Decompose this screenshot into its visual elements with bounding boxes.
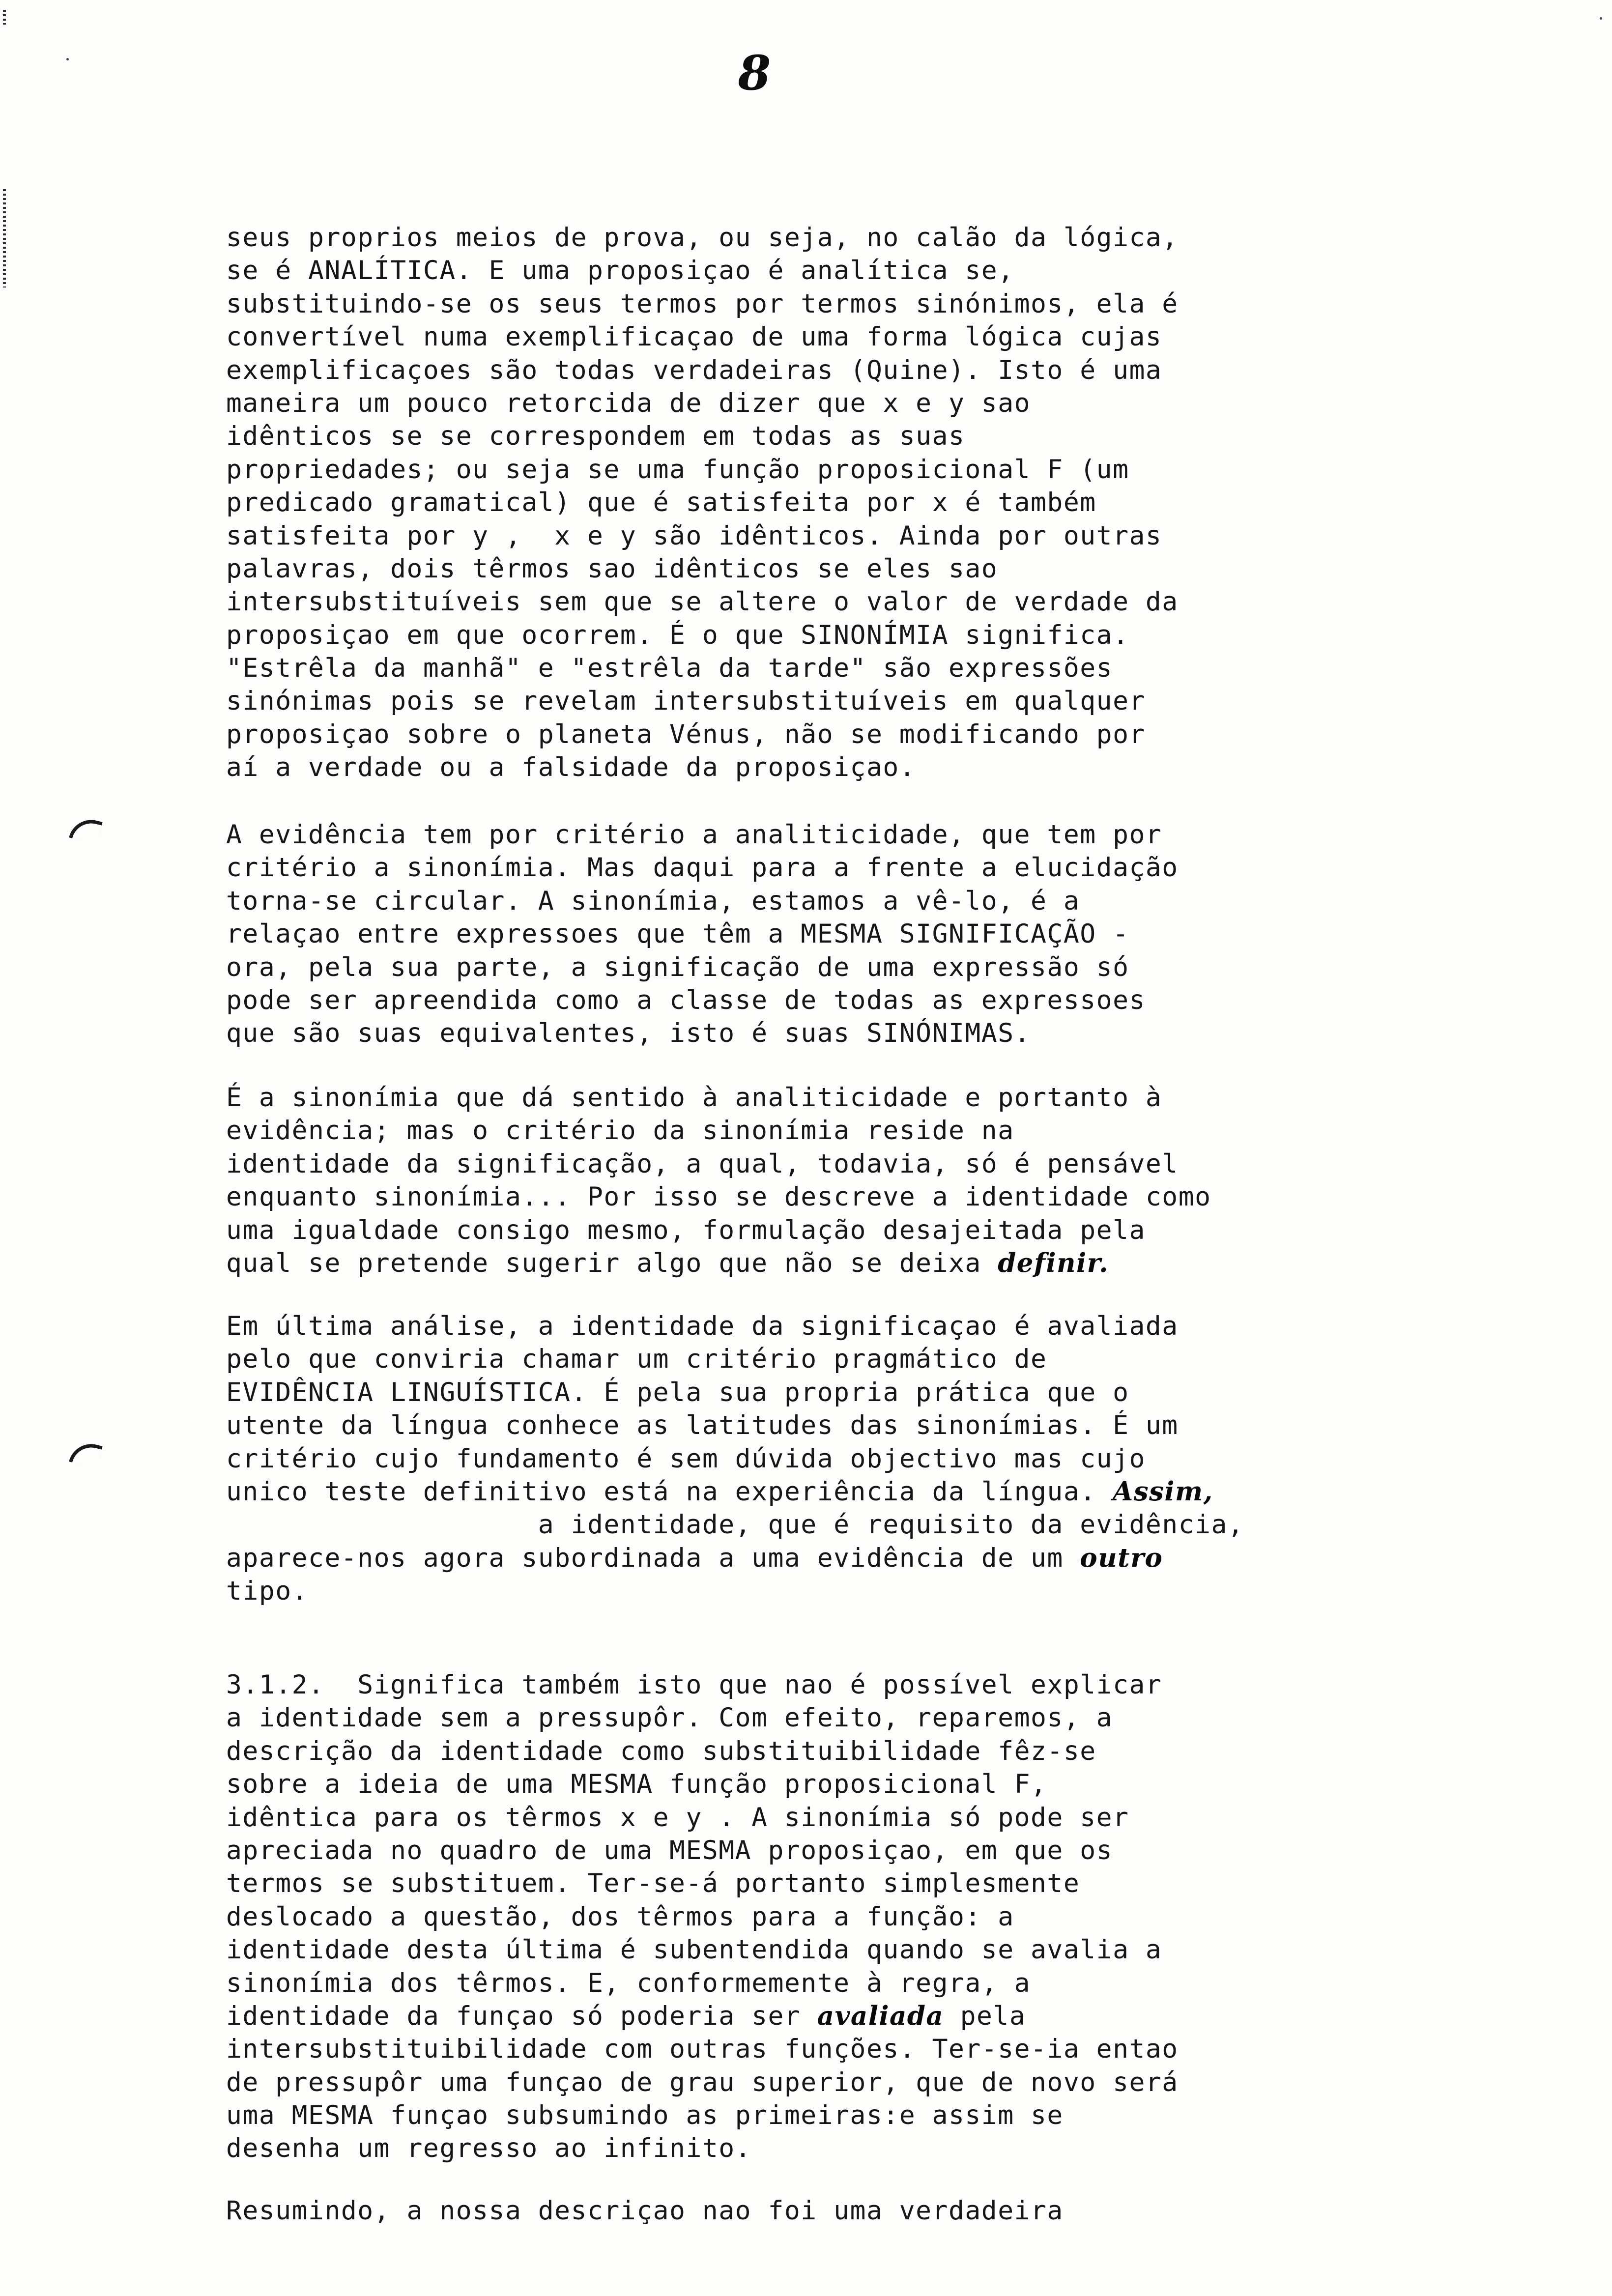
paragraph-2: [226, 818, 1406, 1050]
text-line: desenha um regresso ao infinito.: [226, 2133, 752, 2164]
text-line: ora, pela sua parte, a significação de uma expressão só: [226, 952, 1129, 982]
text-line: EVIDÊNCIA LINGUÍSTICA. É pela sua propria prática que o: [226, 1377, 1129, 1407]
text-line: que são suas equivalentes, isto é suas SINÓNIMAS.: [226, 1018, 1031, 1049]
paragraph-4: [226, 1310, 1406, 1608]
text-line: [226, 1542, 1406, 1575]
text-line: evidência; mas o critério da sinonímia reside na: [226, 1116, 1014, 1146]
text-line: satisfeita por y , x e y são idênticos. Ainda por outras: [226, 520, 1162, 551]
handwritten-insertion: outro: [1080, 1542, 1163, 1573]
text-line: descrição da identidade como substituibilidade fêz-se: [226, 1736, 1096, 1766]
text-line: convertível numa exemplificaçao de uma forma lógica cujas: [226, 322, 1162, 352]
text-line: torna-se circular. A sinonímia, estamos a vê-lo, é a: [226, 886, 1080, 916]
text-line: seus proprios meios de prova, ou seja, no calão da lógica,: [226, 223, 1179, 253]
text-line: "Estrêla da manhã" e "estrêla da tarde" são expressões: [226, 653, 1113, 684]
text-line: maneira um pouco retorcida de dizer que x e y sao: [226, 388, 1031, 418]
text-segment: identidade da funçao só poderia ser: [226, 2001, 801, 2031]
handwritten-correction: avaliada: [817, 2000, 944, 2031]
text-line: intersubstituibilidade com outras funções. Ter-se-ia entao: [226, 2034, 1179, 2065]
text-line: 3.1.2. Significa também isto que nao é possível explicar: [226, 1670, 1162, 1700]
text-line: pode ser apreendida como a classe de todas as expressoes: [226, 985, 1146, 1015]
text-line: critério a sinonímia. Mas daqui para a frente a elucidação: [226, 853, 1179, 883]
text-line: uma igualdade consigo mesmo, formulação desajeitada pela: [226, 1215, 1146, 1245]
margin-bracket-mark: [69, 815, 103, 845]
text-line: [226, 1475, 1406, 1508]
text-line: Em última análise, a identidade da significaçao é avaliada: [226, 1311, 1179, 1341]
text-line: uma MESMA funçao subsumindo as primeiras:e assim se: [226, 2100, 1064, 2131]
text-line: A evidência tem por critério a analiticidade, que tem por: [226, 820, 1162, 850]
text-segment: unico teste definitivo está na experiência da língua.: [226, 1476, 1096, 1507]
text-line: a identidade, que é requisito da evidência,: [226, 1510, 1244, 1540]
text-line: pelo que conviria chamar um critério pragmático de: [226, 1344, 1047, 1375]
text-line: a identidade sem a pressupôr. Com efeito, reparemos, a: [226, 1703, 1113, 1733]
text-line: intersubstituíveis sem que se altere o valor de verdade da: [226, 587, 1179, 617]
text-line: deslocado a questão, dos têrmos para a função: a: [226, 1901, 1014, 1932]
text-line: predicado gramatical) que é satisfeita por x é também: [226, 488, 1096, 518]
text-line: idênticos se se correspondem em todas as suas: [226, 421, 965, 452]
text-line: identidade da significação, a qual, todavia, só é pensável: [226, 1148, 1179, 1179]
handwritten-insertion: Assim,: [1113, 1476, 1213, 1507]
text-line: proposiçao em que ocorrem. É o que SINONÍMIA significa.: [226, 620, 1129, 650]
text-line: enquanto sinonímia... Por isso se descreve a identidade como: [226, 1182, 1211, 1212]
text-line: exemplificaçoes são todas verdadeiras (Quine). Isto é uma: [226, 355, 1162, 385]
text-line: se é ANALÍTICA. E uma proposiçao é analítica se,: [226, 256, 1014, 286]
margin-bracket-mark: [69, 1439, 103, 1469]
text-segment: aparece-nos agora subordinada a uma evidência de um: [226, 1543, 1064, 1573]
text-line: Resumindo, a nossa descriçao nao foi uma verdadeira: [226, 2196, 1064, 2226]
page-number: 8: [738, 45, 771, 101]
text-line: tipo.: [226, 1576, 309, 1607]
text-line: substituindo-se os seus termos por termos sinónimos, ela é: [226, 288, 1179, 319]
scan-edge-marks: [3, 189, 6, 287]
paragraph-5: [226, 1668, 1406, 2165]
text-line: utente da língua conhece as latitudes das sinonímias. É um: [226, 1410, 1179, 1441]
text-line: [226, 2000, 1406, 2033]
text-line: de pressupôr uma funçao de grau superior, que de novo será: [226, 2067, 1179, 2097]
text-line: identidade desta última é subentendida quando se avalia a: [226, 1935, 1162, 1965]
text-line: proposiçao sobre o planeta Vénus, não se modificando por: [226, 719, 1146, 749]
paragraph-3: [226, 1081, 1406, 1280]
text-line: palavras, dois têrmos sao idênticos se eles sao: [226, 553, 998, 584]
handwritten-correction: definir.: [998, 1247, 1109, 1278]
text-line: termos se substituem. Ter-se-á portanto simplesmente: [226, 1868, 1080, 1899]
paragraph-6: [226, 2194, 1406, 2227]
text-line: apreciada no quadro de uma MESMA proposiçao, em que os: [226, 1835, 1113, 1866]
text-line: idêntica para os têrmos x e y . A sinonímia só pode ser: [226, 1802, 1129, 1833]
text-line: [226, 1247, 1406, 1280]
text-segment: pela: [944, 2001, 1026, 2031]
text-line: É a sinonímia que dá sentido à analiticidade e portanto à: [226, 1083, 1162, 1113]
text-line: relaçao entre expressoes que têm a MESMA SIGNIFICAÇÃO -: [226, 919, 1129, 949]
scan-speck: [66, 58, 69, 60]
text-line: propriedades; ou seja se uma função proposicional F (um: [226, 454, 1129, 485]
scan-edge-marks: [3, 10, 6, 25]
scan-speck: [1600, 17, 1602, 20]
paragraph-1: [226, 221, 1406, 784]
text-line: aí a verdade ou a falsidade da proposiçao.: [226, 752, 916, 783]
text-line: sobre a ideia de uma MESMA função proposicional F,: [226, 1769, 1047, 1800]
text-segment: qual se pretende sugerir algo que não se deixa: [226, 1248, 981, 1278]
text-line: sinónimas pois se revelam intersubstituíveis em qualquer: [226, 686, 1146, 717]
text-line: critério cujo fundamento é sem dúvida objectivo mas cujo: [226, 1443, 1146, 1474]
text-line: sinonímia dos têrmos. E, conformemente à regra, a: [226, 1968, 1031, 1998]
